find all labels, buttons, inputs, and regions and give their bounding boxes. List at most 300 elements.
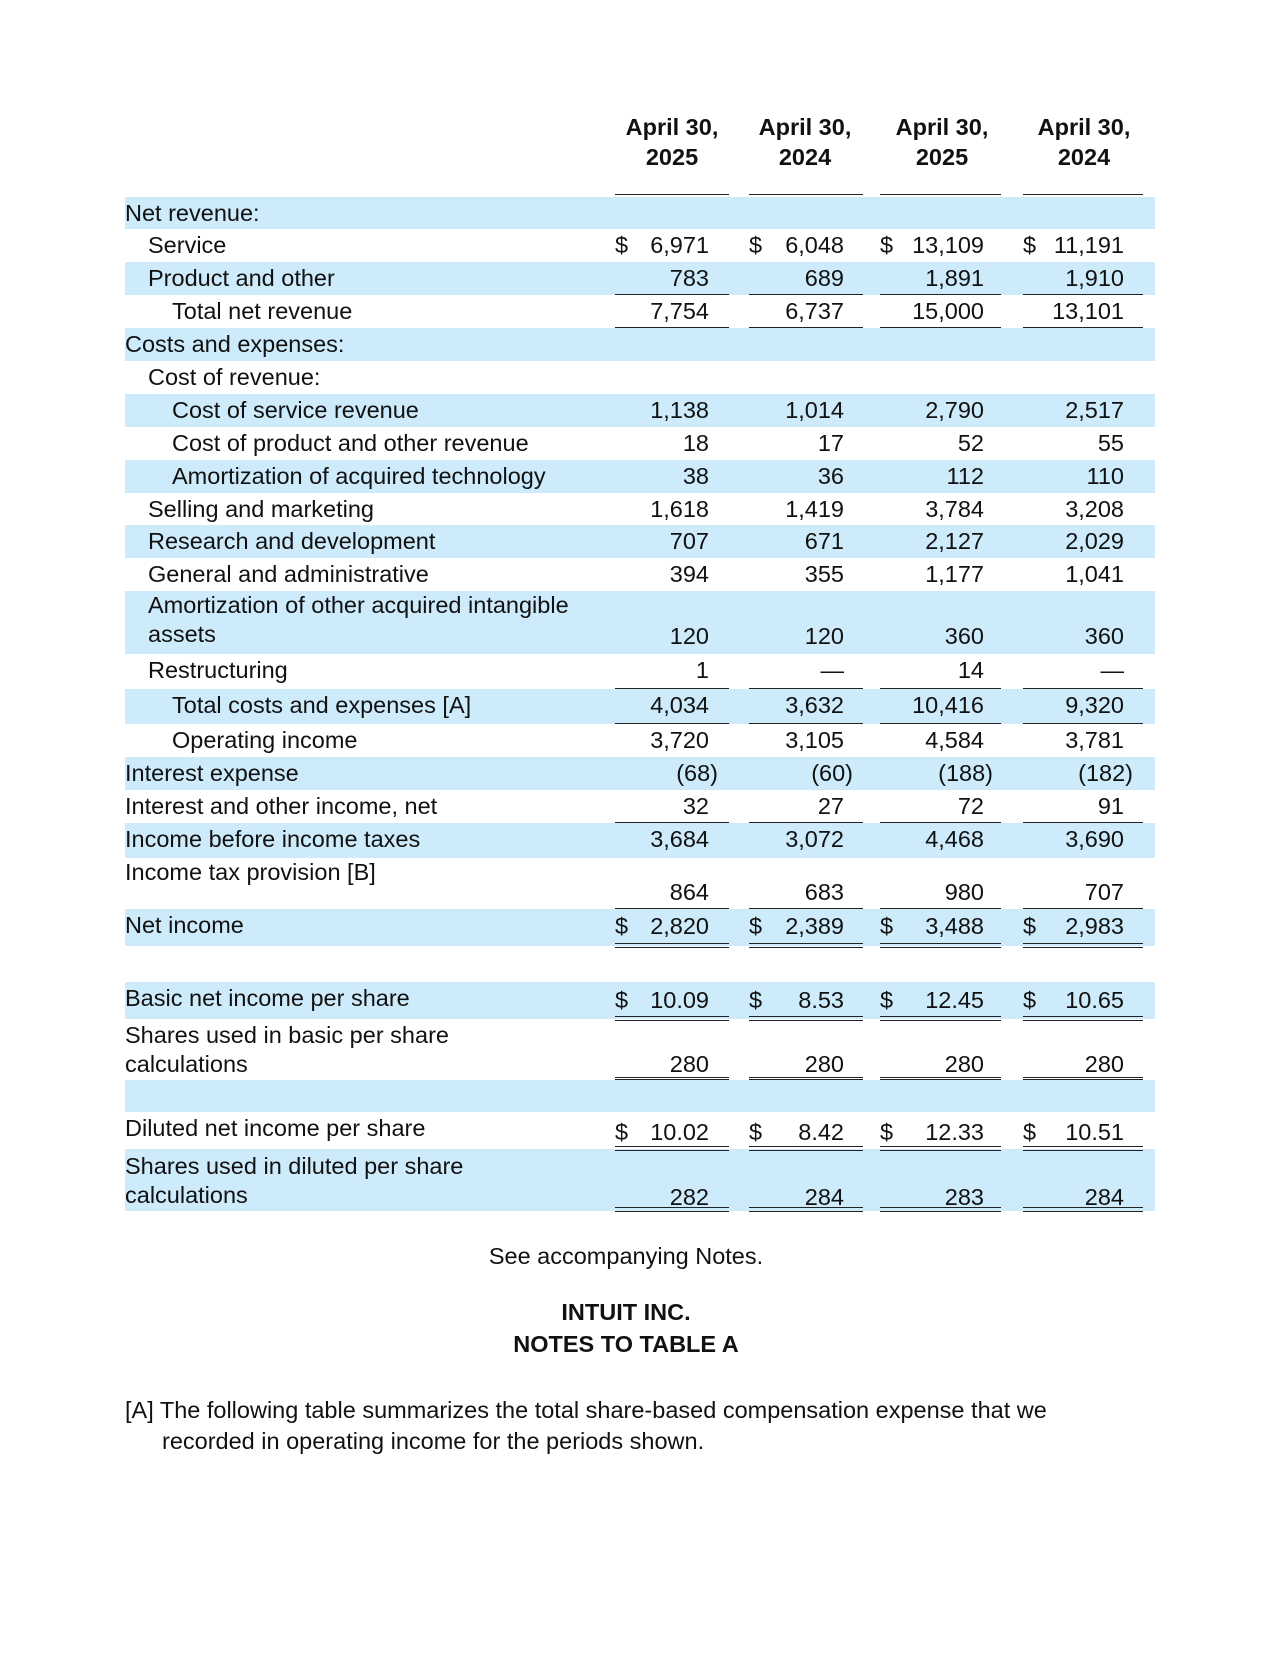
currency-symbol: $ bbox=[880, 1119, 894, 1145]
underline-rule bbox=[880, 194, 1001, 195]
cell-value: 27 bbox=[817, 793, 844, 819]
row-label bbox=[125, 984, 410, 1013]
underline-rule bbox=[749, 723, 863, 724]
table-cell bbox=[749, 429, 844, 458]
row-label-line1: Amortization of acquired technology bbox=[172, 463, 546, 489]
double-underline-rule bbox=[615, 1016, 729, 1021]
cell-value: 280 bbox=[1084, 1051, 1124, 1077]
table-cell bbox=[615, 297, 709, 326]
table-row bbox=[125, 1149, 1155, 1211]
table-cell bbox=[749, 396, 844, 425]
table-cell bbox=[880, 656, 984, 685]
table-cell bbox=[880, 527, 984, 556]
table-cell bbox=[749, 264, 844, 293]
row-label bbox=[125, 1021, 449, 1079]
table-cell bbox=[1023, 986, 1124, 1015]
cell-value: 1,910 bbox=[1065, 265, 1124, 291]
cell-value: 280 bbox=[944, 1051, 984, 1077]
cell-value: 36 bbox=[817, 463, 844, 489]
table-cell bbox=[1023, 691, 1124, 720]
table-cell bbox=[615, 878, 709, 907]
cell-value: 18 bbox=[682, 430, 709, 456]
table-row bbox=[125, 295, 1155, 328]
table-cell bbox=[615, 759, 718, 788]
table-cell bbox=[749, 1050, 844, 1079]
row-label bbox=[148, 231, 226, 260]
table-cell bbox=[749, 560, 844, 589]
cell-value: 3,690 bbox=[1065, 826, 1124, 852]
underline-rule bbox=[615, 327, 729, 328]
table-cell bbox=[1023, 759, 1133, 788]
table-row bbox=[125, 262, 1155, 295]
row-label-line2: calculations bbox=[125, 1182, 248, 1208]
table-row bbox=[125, 858, 1155, 909]
cell-value: 1,177 bbox=[925, 561, 984, 587]
row-label-line1: Operating income bbox=[172, 727, 358, 753]
table-cell bbox=[880, 495, 984, 524]
cell-value: 91 bbox=[1097, 793, 1124, 819]
underline-rule bbox=[615, 1077, 729, 1078]
double-underline-rule bbox=[880, 1016, 1001, 1021]
underline-rule bbox=[880, 822, 1001, 823]
cell-value: 72 bbox=[957, 793, 984, 819]
table-cell bbox=[749, 691, 844, 720]
table-cell bbox=[749, 792, 844, 821]
table-row bbox=[125, 790, 1155, 823]
currency-symbol: $ bbox=[615, 1119, 629, 1145]
table-cell bbox=[1023, 297, 1124, 326]
row-label-line1: Costs and expenses: bbox=[125, 331, 345, 357]
table-row bbox=[125, 982, 1155, 1019]
currency-symbol: $ bbox=[615, 987, 629, 1013]
table-cell bbox=[1023, 462, 1124, 491]
cell-value: 120 bbox=[669, 623, 709, 649]
table-cell bbox=[1023, 792, 1124, 821]
column-header-1-line2: 2025 bbox=[645, 144, 699, 170]
double-underline-rule bbox=[615, 1207, 729, 1212]
table-row bbox=[125, 229, 1155, 262]
underline-rule bbox=[749, 688, 863, 689]
currency-symbol: $ bbox=[615, 913, 629, 939]
cell-value: 2,790 bbox=[925, 397, 984, 423]
row-label-line1: Income tax provision [B] bbox=[125, 859, 376, 885]
cell-value: 10,416 bbox=[912, 692, 984, 718]
cell-value: 3,784 bbox=[925, 496, 984, 522]
cell-value: (60) bbox=[811, 760, 853, 786]
table-row bbox=[125, 394, 1155, 427]
table-cell bbox=[1023, 878, 1124, 907]
row-label bbox=[172, 726, 358, 755]
row-label bbox=[125, 759, 299, 788]
cell-value: 280 bbox=[804, 1051, 844, 1077]
table-row bbox=[125, 558, 1155, 591]
table-cell bbox=[615, 986, 709, 1015]
cell-value: 280 bbox=[669, 1051, 709, 1077]
double-underline-rule bbox=[615, 1146, 729, 1151]
table-cell bbox=[615, 1050, 709, 1079]
table-cell bbox=[1023, 726, 1124, 755]
cell-value: 10.02 bbox=[650, 1119, 709, 1145]
column-header-2-line2: 2024 bbox=[778, 144, 832, 170]
currency-symbol: $ bbox=[880, 232, 894, 258]
double-underline-rule bbox=[880, 1207, 1001, 1212]
cell-value: 284 bbox=[804, 1184, 844, 1210]
cell-value: 980 bbox=[944, 879, 984, 905]
cell-value: 12.45 bbox=[925, 987, 984, 1013]
table-cell bbox=[880, 878, 984, 907]
underline-rule bbox=[749, 1077, 863, 1078]
cell-value: 2,029 bbox=[1065, 528, 1124, 554]
row-label bbox=[148, 363, 320, 392]
row-label bbox=[125, 911, 244, 940]
underline-rule bbox=[1023, 822, 1143, 823]
see-notes-text: See accompanying Notes. bbox=[488, 1243, 764, 1269]
table-cell bbox=[880, 462, 984, 491]
cell-value: 4,034 bbox=[650, 692, 709, 718]
cell-value: 2,517 bbox=[1065, 397, 1124, 423]
underline-rule bbox=[880, 294, 1001, 295]
cell-value: 360 bbox=[944, 623, 984, 649]
row-label bbox=[125, 1152, 463, 1210]
cell-value: 394 bbox=[669, 561, 709, 587]
table-cell bbox=[880, 912, 984, 941]
cell-value: 110 bbox=[1086, 463, 1124, 489]
row-label-line1: Basic net income per share bbox=[125, 985, 410, 1011]
cell-value: (188) bbox=[938, 760, 993, 786]
row-label-line1: Interest and other income, net bbox=[125, 793, 438, 819]
cell-value: 10.65 bbox=[1065, 987, 1124, 1013]
cell-value: 2,127 bbox=[925, 528, 984, 554]
cell-value: 120 bbox=[804, 623, 844, 649]
cell-value: 1,618 bbox=[650, 496, 709, 522]
table-cell bbox=[880, 691, 984, 720]
row-label-line1: Total net revenue bbox=[172, 298, 353, 324]
table-cell bbox=[1023, 1118, 1124, 1147]
currency-symbol: $ bbox=[1023, 1119, 1037, 1145]
row-label bbox=[125, 825, 420, 854]
cell-value: 2,820 bbox=[650, 913, 709, 939]
note-a bbox=[125, 1395, 1125, 1457]
cell-value: — bbox=[1100, 657, 1124, 683]
table-cell bbox=[880, 1050, 984, 1079]
underline-rule bbox=[615, 723, 729, 724]
currency-symbol: $ bbox=[880, 987, 894, 1013]
row-label-line1: Shares used in basic per share bbox=[125, 1022, 449, 1048]
cell-value: 3,105 bbox=[785, 727, 844, 753]
cell-value: 112 bbox=[946, 463, 984, 489]
cell-value: 15,000 bbox=[912, 298, 984, 324]
row-label bbox=[125, 199, 260, 228]
cell-value: 3,720 bbox=[650, 727, 709, 753]
table-cell bbox=[880, 759, 993, 788]
table-cell bbox=[749, 1118, 844, 1147]
row-label-line1: Diluted net income per share bbox=[125, 1115, 426, 1141]
cell-value: 3,632 bbox=[785, 692, 844, 718]
cell-value: 4,584 bbox=[925, 727, 984, 753]
double-underline-rule bbox=[1023, 1016, 1143, 1021]
table-cell bbox=[749, 297, 844, 326]
cell-value: 3,684 bbox=[650, 826, 709, 852]
table-cell bbox=[1023, 622, 1124, 651]
row-label bbox=[125, 330, 344, 359]
table-cell bbox=[880, 429, 984, 458]
underline-rule bbox=[1023, 723, 1143, 724]
row-label-line1: Selling and marketing bbox=[148, 496, 374, 522]
cell-value: 360 bbox=[1084, 623, 1124, 649]
table-row bbox=[125, 361, 1155, 394]
table-cell bbox=[615, 691, 709, 720]
table-cell bbox=[749, 495, 844, 524]
table-cell bbox=[1023, 429, 1124, 458]
table-cell bbox=[880, 264, 984, 293]
table-cell bbox=[615, 527, 709, 556]
row-label bbox=[172, 429, 529, 458]
table-cell bbox=[615, 495, 709, 524]
currency-symbol: $ bbox=[1023, 987, 1037, 1013]
cell-value: 355 bbox=[804, 561, 844, 587]
underline-rule bbox=[615, 194, 729, 195]
table-cell bbox=[880, 560, 984, 589]
cell-value: 12.33 bbox=[925, 1119, 984, 1145]
row-label bbox=[172, 691, 471, 720]
double-underline-rule bbox=[880, 1146, 1001, 1151]
table-cell bbox=[880, 1118, 984, 1147]
cell-value: 10.09 bbox=[650, 987, 709, 1013]
cell-value: 6,737 bbox=[785, 298, 844, 324]
cell-value: 1 bbox=[695, 657, 709, 683]
table-cell bbox=[880, 726, 984, 755]
table-row bbox=[125, 1019, 1155, 1080]
column-header-3 bbox=[882, 112, 1002, 172]
double-underline-rule bbox=[615, 943, 729, 948]
row-label-line1: Net revenue: bbox=[125, 200, 260, 226]
underline-rule bbox=[1023, 194, 1143, 195]
table-cell bbox=[615, 264, 709, 293]
cell-value: 3,208 bbox=[1065, 496, 1124, 522]
cell-value: 2,983 bbox=[1065, 913, 1124, 939]
table-row bbox=[125, 823, 1155, 858]
cell-value: 282 bbox=[669, 1184, 709, 1210]
table-row bbox=[125, 724, 1155, 757]
table-cell bbox=[749, 622, 844, 651]
cell-value: 32 bbox=[682, 793, 709, 819]
table-cell bbox=[615, 462, 709, 491]
cell-value: 689 bbox=[804, 265, 844, 291]
column-header-4 bbox=[1024, 112, 1144, 172]
underline-rule bbox=[749, 822, 863, 823]
table-cell bbox=[1023, 231, 1124, 260]
underline-rule bbox=[880, 327, 1001, 328]
table-cell bbox=[1023, 912, 1124, 941]
company-name: INTUIT INC. bbox=[561, 1299, 691, 1325]
table-row bbox=[125, 689, 1155, 724]
table-cell bbox=[1023, 1050, 1124, 1079]
table-cell bbox=[1023, 656, 1124, 685]
cell-value: 55 bbox=[1097, 430, 1124, 456]
table-cell bbox=[615, 792, 709, 821]
table-cell bbox=[880, 622, 984, 651]
table-cell bbox=[615, 396, 709, 425]
cell-value: 1,041 bbox=[1065, 561, 1124, 587]
table-row bbox=[125, 328, 1155, 361]
underline-rule bbox=[1023, 327, 1143, 328]
table-row bbox=[125, 493, 1155, 525]
row-label bbox=[172, 396, 419, 425]
column-header-4-line2: 2024 bbox=[1057, 144, 1111, 170]
table-cell bbox=[749, 462, 844, 491]
row-label-line1: Interest expense bbox=[125, 760, 299, 786]
cell-value: 783 bbox=[669, 265, 709, 291]
underline-rule bbox=[749, 908, 863, 909]
underline-rule bbox=[615, 294, 729, 295]
table-cell bbox=[615, 912, 709, 941]
table-cell bbox=[749, 878, 844, 907]
table-cell bbox=[615, 560, 709, 589]
table-row bbox=[125, 460, 1155, 493]
cell-value: 683 bbox=[804, 879, 844, 905]
cell-value: 864 bbox=[669, 879, 709, 905]
cell-value: 14 bbox=[957, 657, 984, 683]
row-label bbox=[148, 656, 288, 685]
table-cell bbox=[749, 527, 844, 556]
cell-value: 6,971 bbox=[650, 232, 709, 258]
column-header-2 bbox=[745, 112, 865, 172]
underline-rule bbox=[880, 688, 1001, 689]
table-cell bbox=[615, 231, 709, 260]
cell-value: 707 bbox=[1084, 879, 1124, 905]
row-label-line1: Service bbox=[148, 232, 227, 258]
row-label bbox=[125, 858, 376, 887]
cell-value: 52 bbox=[957, 430, 984, 456]
row-label-line1: Income before income taxes bbox=[125, 826, 421, 852]
table-cell bbox=[880, 231, 984, 260]
underline-rule bbox=[615, 1079, 729, 1080]
underline-rule bbox=[749, 1079, 863, 1080]
row-label-line1: Total costs and expenses [A] bbox=[172, 692, 472, 718]
row-label-line1: Net income bbox=[125, 912, 244, 938]
underline-rule bbox=[1023, 1079, 1143, 1080]
double-underline-rule bbox=[1023, 1207, 1143, 1212]
currency-symbol: $ bbox=[1023, 232, 1037, 258]
underline-rule bbox=[880, 908, 1001, 909]
underline-rule bbox=[1023, 1077, 1143, 1078]
table-cell bbox=[1023, 495, 1124, 524]
double-underline-rule bbox=[749, 1207, 863, 1212]
currency-symbol: $ bbox=[749, 987, 763, 1013]
double-underline-rule bbox=[749, 943, 863, 948]
currency-symbol: $ bbox=[749, 913, 763, 939]
row-label bbox=[125, 792, 437, 821]
currency-symbol: $ bbox=[615, 232, 629, 258]
table-cell bbox=[749, 825, 844, 854]
table-cell bbox=[615, 726, 709, 755]
row-label-line2: calculations bbox=[125, 1051, 248, 1077]
table-cell bbox=[749, 656, 844, 685]
row-label-line2: assets bbox=[148, 621, 216, 647]
table-cell bbox=[1023, 825, 1124, 854]
currency-symbol: $ bbox=[1023, 913, 1037, 939]
table-cell bbox=[615, 656, 709, 685]
cell-value: 9,320 bbox=[1065, 692, 1124, 718]
cell-value: 1,891 bbox=[925, 265, 984, 291]
currency-symbol: $ bbox=[749, 232, 763, 258]
table-cell bbox=[615, 429, 709, 458]
row-label-line1: Restructuring bbox=[148, 657, 288, 683]
cell-value: 6,048 bbox=[785, 232, 844, 258]
row-label-line1: Cost of revenue: bbox=[148, 364, 321, 390]
underline-rule bbox=[880, 723, 1001, 724]
table-row bbox=[125, 525, 1155, 558]
row-label bbox=[172, 462, 546, 491]
cell-value: 283 bbox=[944, 1184, 984, 1210]
table-cell bbox=[749, 986, 844, 1015]
table-row bbox=[125, 197, 1155, 229]
cell-value: 1,138 bbox=[650, 397, 709, 423]
double-underline-rule bbox=[1023, 943, 1143, 948]
cell-value: 284 bbox=[1084, 1184, 1124, 1210]
row-label bbox=[125, 1114, 425, 1143]
cell-value: 7,754 bbox=[650, 298, 709, 324]
underline-rule bbox=[615, 688, 729, 689]
table-cell bbox=[880, 297, 984, 326]
notes-title: NOTES TO TABLE A bbox=[513, 1331, 739, 1357]
table-cell bbox=[880, 986, 984, 1015]
row-label bbox=[172, 297, 352, 326]
row-label-line1: Shares used in diluted per share bbox=[125, 1153, 464, 1179]
row-label-line1: Cost of service revenue bbox=[172, 397, 419, 423]
underline-rule bbox=[1023, 908, 1143, 909]
table-cell bbox=[615, 825, 709, 854]
table-cell bbox=[1023, 560, 1124, 589]
cell-value: 3,781 bbox=[1065, 727, 1124, 753]
table-cell bbox=[615, 1118, 709, 1147]
table-cell bbox=[749, 912, 844, 941]
row-label-line1: Cost of product and other revenue bbox=[172, 430, 529, 456]
currency-symbol: $ bbox=[880, 913, 894, 939]
double-underline-rule bbox=[880, 943, 1001, 948]
table-row bbox=[125, 1080, 1155, 1112]
table-cell bbox=[749, 726, 844, 755]
cell-value: 1,419 bbox=[785, 496, 844, 522]
table-cell bbox=[880, 792, 984, 821]
row-label-line1: Amortization of other acquired intangible bbox=[148, 592, 569, 618]
note-a-text: [A] The following table summarizes the total share-based compensation expense that we recorded in operating income for the periods shown. bbox=[125, 1397, 1047, 1454]
table-cell bbox=[1023, 527, 1124, 556]
cell-value: 8.53 bbox=[798, 987, 844, 1013]
column-header-1 bbox=[612, 112, 732, 172]
underline-rule bbox=[1023, 294, 1143, 295]
table-cell bbox=[880, 396, 984, 425]
column-header-1-line1: April 30, bbox=[625, 114, 719, 140]
row-label bbox=[148, 527, 435, 556]
cell-value: 13,101 bbox=[1052, 298, 1124, 324]
underline-rule bbox=[880, 1079, 1001, 1080]
cell-value: 1,014 bbox=[785, 397, 844, 423]
underline-rule bbox=[880, 1077, 1001, 1078]
cell-value: 4,468 bbox=[925, 826, 984, 852]
underline-rule bbox=[749, 194, 863, 195]
column-header-2-line1: April 30, bbox=[758, 114, 852, 140]
row-label bbox=[148, 560, 429, 589]
row-label-line1: Research and development bbox=[148, 528, 436, 554]
table-row bbox=[125, 909, 1155, 946]
table-cell bbox=[749, 231, 844, 260]
row-label-line1: Product and other bbox=[148, 265, 335, 291]
cell-value: — bbox=[820, 657, 844, 683]
table-row bbox=[125, 591, 1155, 654]
cell-value: 17 bbox=[817, 430, 844, 456]
cell-value: 707 bbox=[669, 528, 709, 554]
